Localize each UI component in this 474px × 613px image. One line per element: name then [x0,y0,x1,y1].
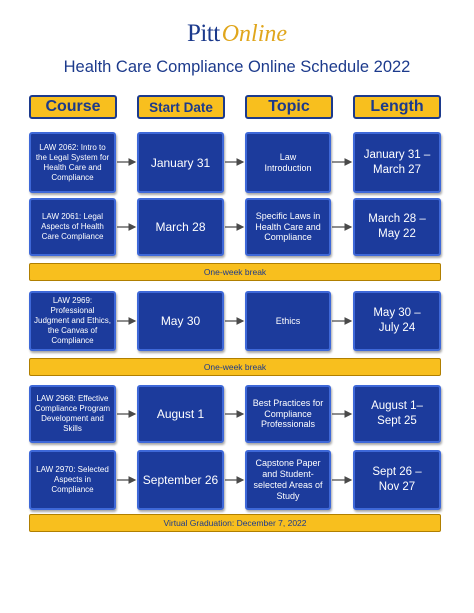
row1-topic: Law Introduction [245,132,331,193]
header-start-date: Start Date [137,95,225,119]
one-week-break-2: One-week break [29,358,441,376]
row4-course: LAW 2968: Effective Compliance Program Development and Skills [29,385,116,443]
logo-pitt: Pitt [186,20,220,47]
pitt-online-logo [0,20,474,50]
row2-start-date: March 28 [137,198,224,256]
one-week-break-1: One-week break [29,263,441,281]
row1-length: January 31 – March 27 [353,132,441,193]
row2-course: LAW 2061: Legal Aspects of Health Care Compliance [29,198,116,256]
header-course: Course [29,95,117,119]
row3-length: May 30 – July 24 [353,291,441,351]
row1-start-date: January 31 [137,132,224,193]
row4-length: August 1– Sept 25 [353,385,441,443]
row2-topic: Specific Laws in Health Care and Compliance [245,198,331,256]
header-length: Length [353,95,441,119]
graduation-bar: Virtual Graduation: December 7, 2022 [29,514,441,532]
page-title: Health Care Compliance Online Schedule 2022 [63,58,411,76]
row2-length: March 28 – May 22 [353,198,441,256]
logo-online: Online [221,21,288,47]
row1-course: LAW 2062: Intro to the Legal System for Health Care and Compliance [29,132,116,193]
header-topic: Topic [245,95,333,119]
row5-topic: Capstone Paper and Student-selected Areas of Study [245,450,331,510]
row3-start-date: May 30 [137,291,224,351]
row3-course: LAW 2969: Professional Judgment and Ethics, the Canvas of Compliance [29,291,116,351]
row4-start-date: August 1 [137,385,224,443]
row5-start-date: September 26 [137,450,224,510]
row4-topic: Best Practices for Compliance Professionals [245,385,331,443]
row3-topic: Ethics [245,291,331,351]
row5-length: Sept 26 – Nov 27 [353,450,441,510]
row5-course: LAW 2970: Selected Aspects in Compliance [29,450,116,510]
